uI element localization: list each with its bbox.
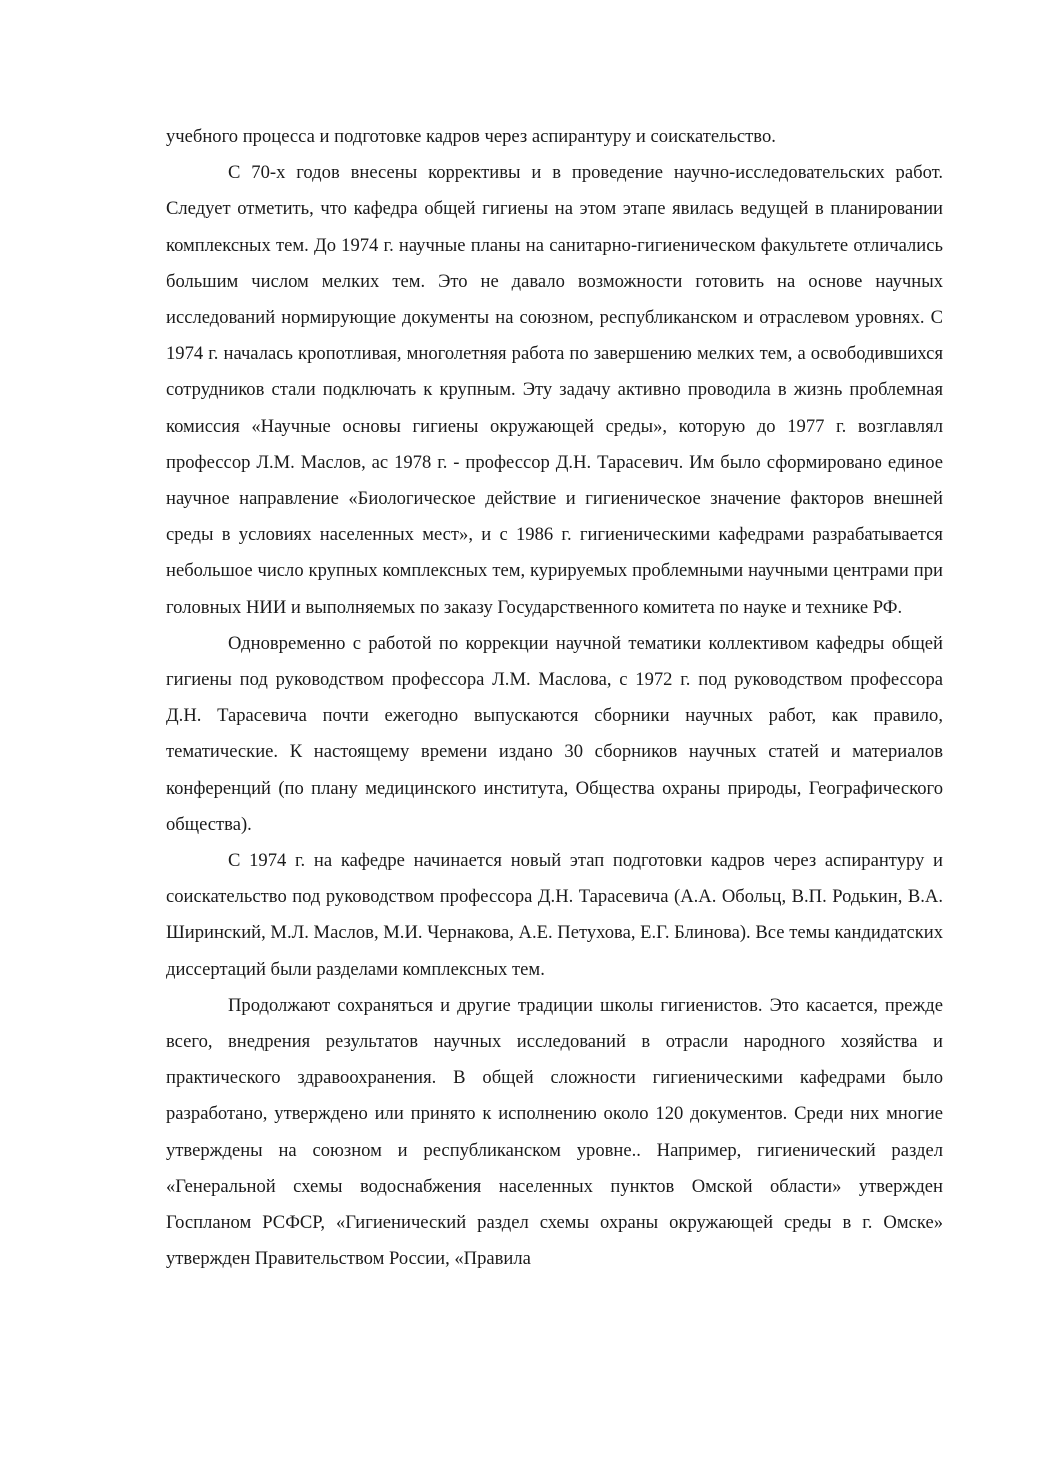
paragraph-publications: Одновременно с работой по коррекции научной тематики коллективом кафедры общей гигиены под руководством профессора Л.М. Маслова, с 1972 г. под руководством профессора Д.Н. Тарасевича почти ежегодно выпускаются сборники научных работ, как правило, тематические. К настоящему времени издано 30 сборников научных статей и материалов конференций (по плану медицинского института, Общества охраны природы, Географического общества). [166, 632, 943, 835]
paragraph-implementation: Продолжают сохраняться и другие традиции школы гигиенистов. Это касается, прежде всего, внедрения результатов научных исследований в отрасли народного хозяйства и практического здравоохранения. В общей сложности гигиеническими кафедрами было разработано, утверждено или принято к исполнению около 120 документов. Среди них многие утверждены на союзном и республиканском уровне.. Например, гигиенический раздел «Генеральной схемы водоснабжения населенных пунктов Омской области» утвержден Госпланом РСФСР, «Гигиенический раздел схемы охраны окружающей среды в г. Омске» утвержден Правительством России, «Правила [166, 994, 943, 1270]
paragraph-postgraduate-training: С 1974 г. на кафедре начинается новый этап подготовки кадров через аспирантуру и соискательство под руководством профессора Д.Н. Тарасевича (А.А. Обольц, В.П. Родькин, В.А. Ширинский, М.Л. Маслов, М.И. Чернакова, А.Е. Петухова, Е.Г. Блинова). Все темы кандидатских диссертаций были разделами комплексных тем. [166, 850, 943, 980]
paragraph-continuation: учебного процесса и подготовке кадров через аспирантуру и соискательство. [166, 126, 776, 147]
paragraph-research-work: С 70-х годов внесены коррективы и в проведение научно-исследовательских работ. Следует отметить, что кафедра общей гигиены на этом этапе явилась ведущей в планировании комплексных тем. До 1974 г. научные планы на санитарно-гигиеническом факультете отличались большим числом мелких тем. Это не давало возможности готовить на основе научных исследований нормирующие документы на союзном, республиканском и отраслевом уровнях. С 1974 г. началась кропотливая, многолетняя работа по завершению мелких тем, а освободившихся сотрудников стали подключать к крупным. Эту задачу активно проводила в жизнь проблемная комиссия «Научные основы гигиены окружающей среды», которую до 1977 г. возглавлял профессор Л.М. Маслов, ас 1978 г. - профессор Д.Н. Тарасевич. Им было сформировано единое научное направление «Биологическое действие и гигиеническое значение факторов внешней среды в условиях населенных мест», и с 1986 г. гигиеническими кафедрами разрабатывается небольшое число крупных комплексных тем, курируемых проблемными научными центрами при головных НИИ и выполняемых по заказу Государственного комитета по науке и технике РФ. [166, 162, 943, 618]
document-page [166, 119, 943, 1278]
